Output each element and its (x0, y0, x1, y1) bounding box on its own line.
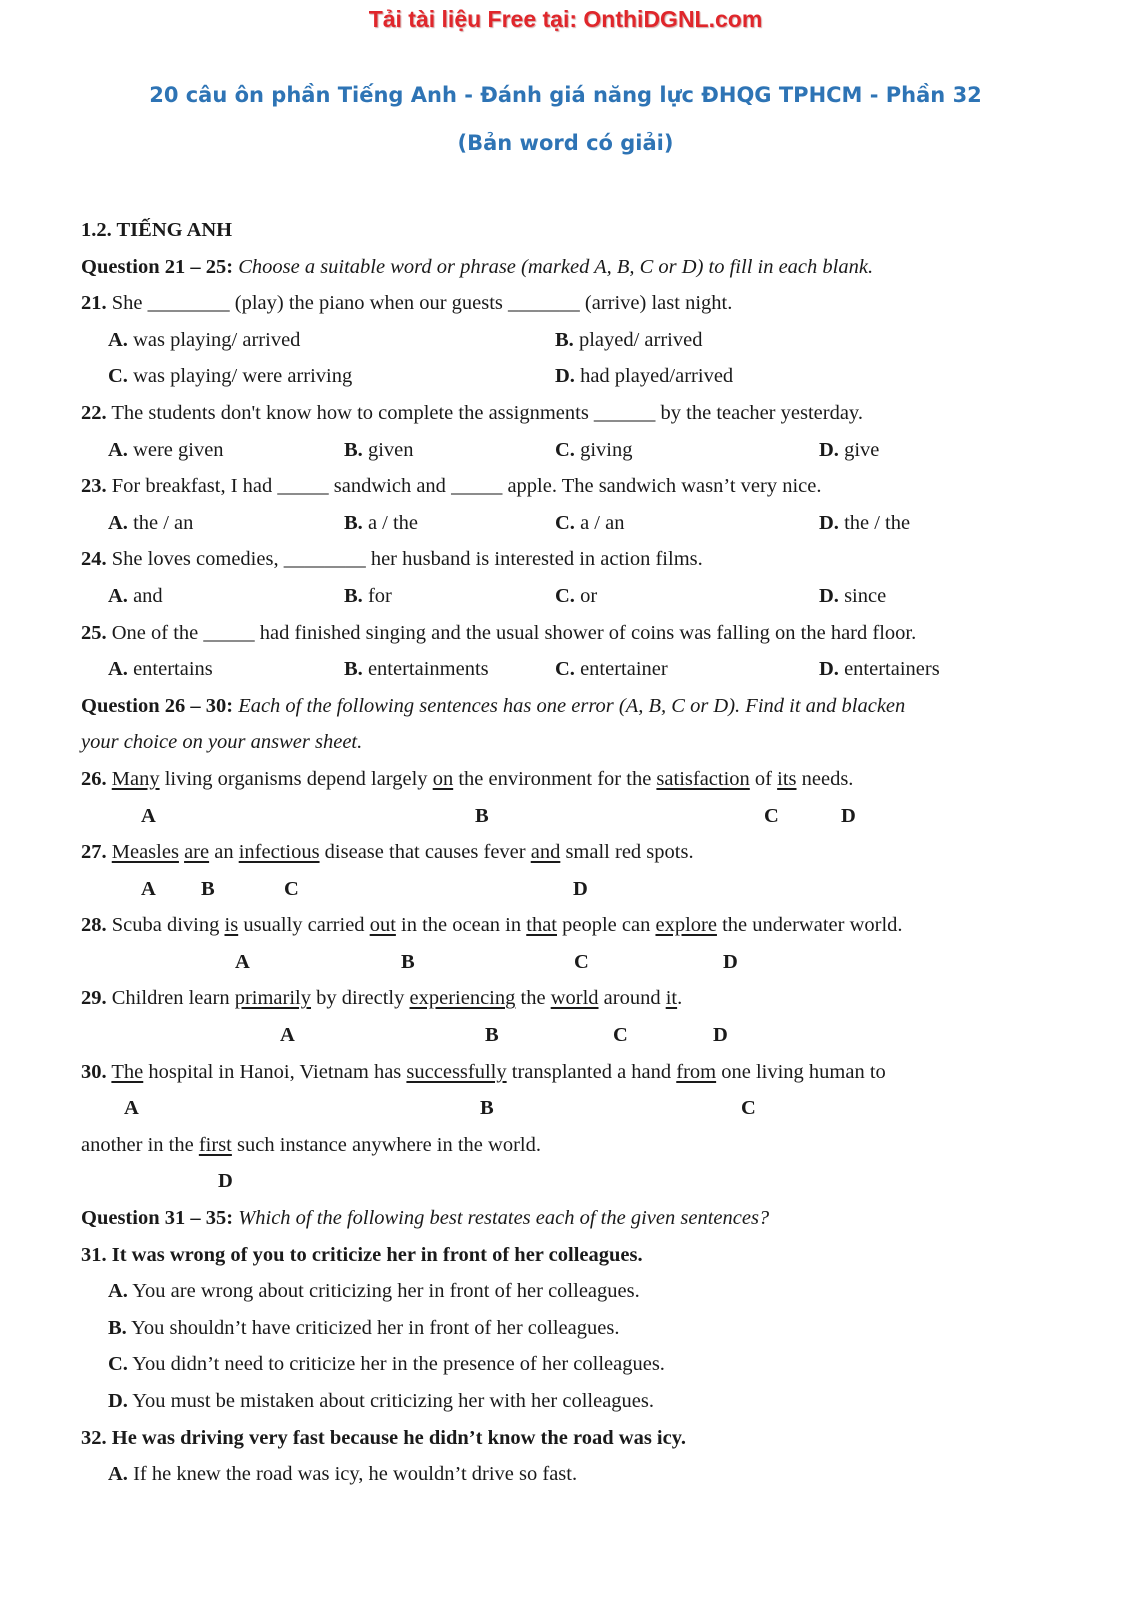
underlined-part-b[interactable]: are (184, 841, 210, 864)
question-text: For breakfast, I had (111, 475, 278, 498)
question-number: 29. (81, 987, 107, 1010)
error-marks-row (81, 871, 1081, 908)
instruction-text: Choose a suitable word or phrase (marked A, B, C or D) to fill in each blank. (238, 255, 874, 278)
underlined-part-c[interactable]: infectious (238, 841, 320, 864)
question-text: by directly (311, 987, 410, 1010)
underlined-part-a[interactable]: Measles (111, 841, 179, 864)
underlined-part-c[interactable]: that (526, 914, 557, 937)
mark-a: A (280, 1024, 295, 1047)
instruction-text: Which of the following best restates each of the given sentences? (238, 1207, 770, 1230)
blank: _____ (451, 475, 503, 498)
question-number: 26. (81, 767, 107, 790)
underlined-part-d[interactable]: it (665, 987, 678, 1010)
underlined-part-a[interactable]: primarily (234, 987, 312, 1010)
mark-a: A (141, 877, 156, 900)
question-text: the underwater world. (716, 914, 903, 937)
question-text: hospital in Hanoi, Vietnam has (143, 1060, 407, 1083)
mark-b: B (201, 877, 215, 900)
question-text: She loves comedies, (111, 548, 284, 571)
underlined-part-d[interactable]: and (530, 841, 561, 864)
group-instruction (81, 249, 1081, 286)
option-d[interactable]: D. had played/arrived (555, 365, 734, 388)
question-text: (play) the piano when our guests (229, 292, 509, 315)
question-text: The students don't know how to complete the assignments (111, 401, 594, 424)
option-a[interactable]: A. was playing/ arrived (108, 328, 301, 351)
question-text: living organisms depend largely (159, 767, 433, 790)
question-text: Scuba diving (111, 914, 225, 937)
question-text: her husband is interested in action films. (365, 548, 703, 571)
question-text: apple. The sandwich wasn’t very nice. (502, 475, 822, 498)
question-number: 23. (81, 475, 107, 498)
error-marks-row (81, 1090, 1081, 1127)
mark-d: D (723, 950, 738, 973)
question-31: 31. It was wrong of you to criticize her in front of her colleagues. (81, 1243, 643, 1266)
blank: _____ (277, 475, 329, 498)
mark-c: C (613, 1024, 628, 1047)
mark-d: D (218, 1170, 233, 1193)
question-text: needs. (796, 767, 854, 790)
question-text: One of the (111, 621, 204, 644)
question-text: usually carried (238, 914, 370, 937)
question-23 (81, 468, 1081, 505)
question-text: the (515, 987, 551, 1010)
question-text: had finished singing and the usual shower of coins was falling on the hard floor. (254, 621, 917, 644)
question-number: 22. (81, 401, 107, 424)
mark-a: A (124, 1097, 139, 1120)
question-30-continued (81, 1127, 1081, 1164)
options-row (81, 322, 1081, 359)
question-number: 24. (81, 548, 107, 571)
question-number: 27. (81, 841, 107, 864)
question-text: another in the (81, 1133, 199, 1156)
question-text: in the ocean in (395, 914, 527, 937)
question-text: one living human to (716, 1060, 886, 1083)
option-a[interactable]: A. If he knew the road was icy, he wouldn’t drive so fast. (108, 1463, 578, 1486)
question-text: transplanted a hand (506, 1060, 677, 1083)
question-24 (81, 541, 1081, 578)
question-number: 30. (81, 1060, 107, 1083)
question-32: 32. He was driving very fast because he didn’t know the road was icy. (81, 1426, 686, 1449)
blank: ________ (283, 548, 366, 571)
mark-b: B (475, 804, 489, 827)
document-body (81, 212, 1081, 1493)
mark-d: D (841, 804, 856, 827)
question-27 (81, 834, 1081, 871)
blank: _______ (508, 292, 580, 315)
option-b[interactable]: B. for (344, 584, 392, 607)
underlined-part-d[interactable]: first (198, 1133, 232, 1156)
option-d[interactable]: D. the / the (819, 511, 911, 534)
options-row (81, 578, 1081, 615)
question-text: Children learn (111, 987, 235, 1010)
question-26 (81, 761, 1081, 798)
question-text: around (598, 987, 666, 1010)
options-row (81, 432, 1081, 469)
error-marks-row (81, 1163, 1081, 1200)
option-b[interactable]: B. given (344, 438, 414, 461)
underlined-part-b[interactable]: on (432, 767, 454, 790)
underlined-part-d[interactable]: its (777, 767, 797, 790)
blank: ______ (593, 401, 656, 424)
mark-a: A (141, 804, 156, 827)
option-c[interactable]: C. entertainer (555, 658, 668, 681)
blank: _____ (203, 621, 255, 644)
option-a[interactable]: A. and (108, 584, 163, 607)
mark-d: D (713, 1024, 728, 1047)
mark-b: B (480, 1097, 494, 1120)
question-22 (81, 395, 1081, 432)
document-subtitle: (Bản word có giải) (457, 131, 674, 155)
underlined-part-b[interactable]: out (369, 914, 396, 937)
options-row (81, 358, 1081, 395)
option-a[interactable]: A. were given (108, 438, 224, 461)
mark-a: A (235, 950, 250, 973)
option-b[interactable]: B. a / the (344, 511, 419, 534)
option-b[interactable]: B. played/ arrived (555, 328, 703, 351)
underlined-part-d[interactable]: explore (655, 914, 717, 937)
option-a[interactable]: A. You are wrong about criticizing her in front of her colleagues. (108, 1280, 640, 1303)
question-text: . (677, 987, 683, 1010)
mark-b: B (485, 1024, 499, 1047)
blank: ________ (147, 292, 230, 315)
group-instruction (81, 688, 1081, 725)
group-instruction (81, 1200, 1081, 1237)
question-28 (81, 907, 1081, 944)
group-label: Question 21 – 25: (81, 255, 234, 278)
question-number: 28. (81, 914, 107, 937)
option-d[interactable]: D. entertainers (819, 658, 940, 681)
mark-b: B (401, 950, 415, 973)
mark-c: C (764, 804, 779, 827)
group-label: Question 26 – 30: (81, 694, 234, 717)
instruction-text: Each of the following sentences has one error (A, B, C or D). Find it and blacken (238, 694, 906, 717)
mark-d: D (573, 877, 588, 900)
option-c[interactable]: C. You didn’t need to criticize her in the presence of her colleagues. (108, 1353, 665, 1376)
question-text: She (111, 292, 148, 315)
underlined-part-a[interactable]: is (224, 914, 239, 937)
question-25 (81, 615, 1081, 652)
option-d[interactable]: D. give (819, 438, 880, 461)
question-number: 21. (81, 292, 107, 315)
option-d[interactable]: D. since (819, 584, 887, 607)
question-number: 25. (81, 621, 107, 644)
option-c[interactable]: C. a / an (555, 511, 625, 534)
underlined-part-b[interactable]: successfully (406, 1060, 507, 1083)
error-marks-row (81, 798, 1081, 835)
download-banner[interactable]: Tải tài liệu Free tại: OnthiDGNL.com (368, 6, 763, 32)
option-a[interactable]: A. the / an (108, 511, 194, 534)
question-text: small red spots. (560, 841, 694, 864)
underlined-part-c[interactable]: satisfaction (656, 767, 750, 790)
instruction-text: your choice on your answer sheet. (81, 731, 363, 754)
question-29 (81, 980, 1081, 1017)
option-d[interactable]: D. You must be mistaken about criticizing her with her colleagues. (108, 1390, 654, 1412)
question-text: disease that causes fever (319, 841, 531, 864)
underlined-part-c[interactable]: world (550, 987, 599, 1010)
document-title: 20 câu ôn phần Tiếng Anh - Đánh giá năng lực ĐHQG TPHCM - Phần 32 (149, 83, 982, 107)
question-text: people can (557, 914, 656, 937)
question-text: of (749, 767, 778, 790)
error-marks-row (81, 1017, 1081, 1054)
option-b[interactable]: B. You shouldn’t have criticized her in front of her colleagues. (108, 1316, 620, 1339)
option-a[interactable]: A. entertains (108, 658, 213, 681)
error-marks-row (81, 944, 1081, 981)
options-row (81, 505, 1081, 542)
option-c[interactable]: C. giving (555, 438, 633, 461)
mark-c: C (284, 877, 299, 900)
question-text: sandwich and (328, 475, 452, 498)
question-text: by the teacher yesterday. (655, 401, 863, 424)
group-label: Question 31 – 35: (81, 1207, 234, 1230)
underlined-part-a[interactable]: The (111, 1060, 144, 1083)
question-21 (81, 285, 1081, 322)
options-row (81, 651, 1081, 688)
question-text: (arrive) last night. (579, 292, 733, 315)
mark-c: C (741, 1097, 756, 1120)
option-b[interactable]: B. entertainments (344, 658, 489, 681)
underlined-part-a[interactable]: Many (111, 767, 160, 790)
option-c[interactable]: C. or (555, 584, 598, 607)
question-text: an (209, 841, 239, 864)
underlined-part-c[interactable]: from (676, 1060, 717, 1083)
underlined-part-b[interactable]: experiencing (409, 987, 516, 1010)
question-30 (81, 1054, 1081, 1091)
question-text: the environment for the (453, 767, 657, 790)
section-heading: 1.2. TIẾNG ANH (81, 219, 233, 241)
option-c[interactable]: C. was playing/ were arriving (108, 365, 353, 388)
mark-c: C (574, 950, 589, 973)
question-text: such instance anywhere in the world. (231, 1133, 541, 1156)
